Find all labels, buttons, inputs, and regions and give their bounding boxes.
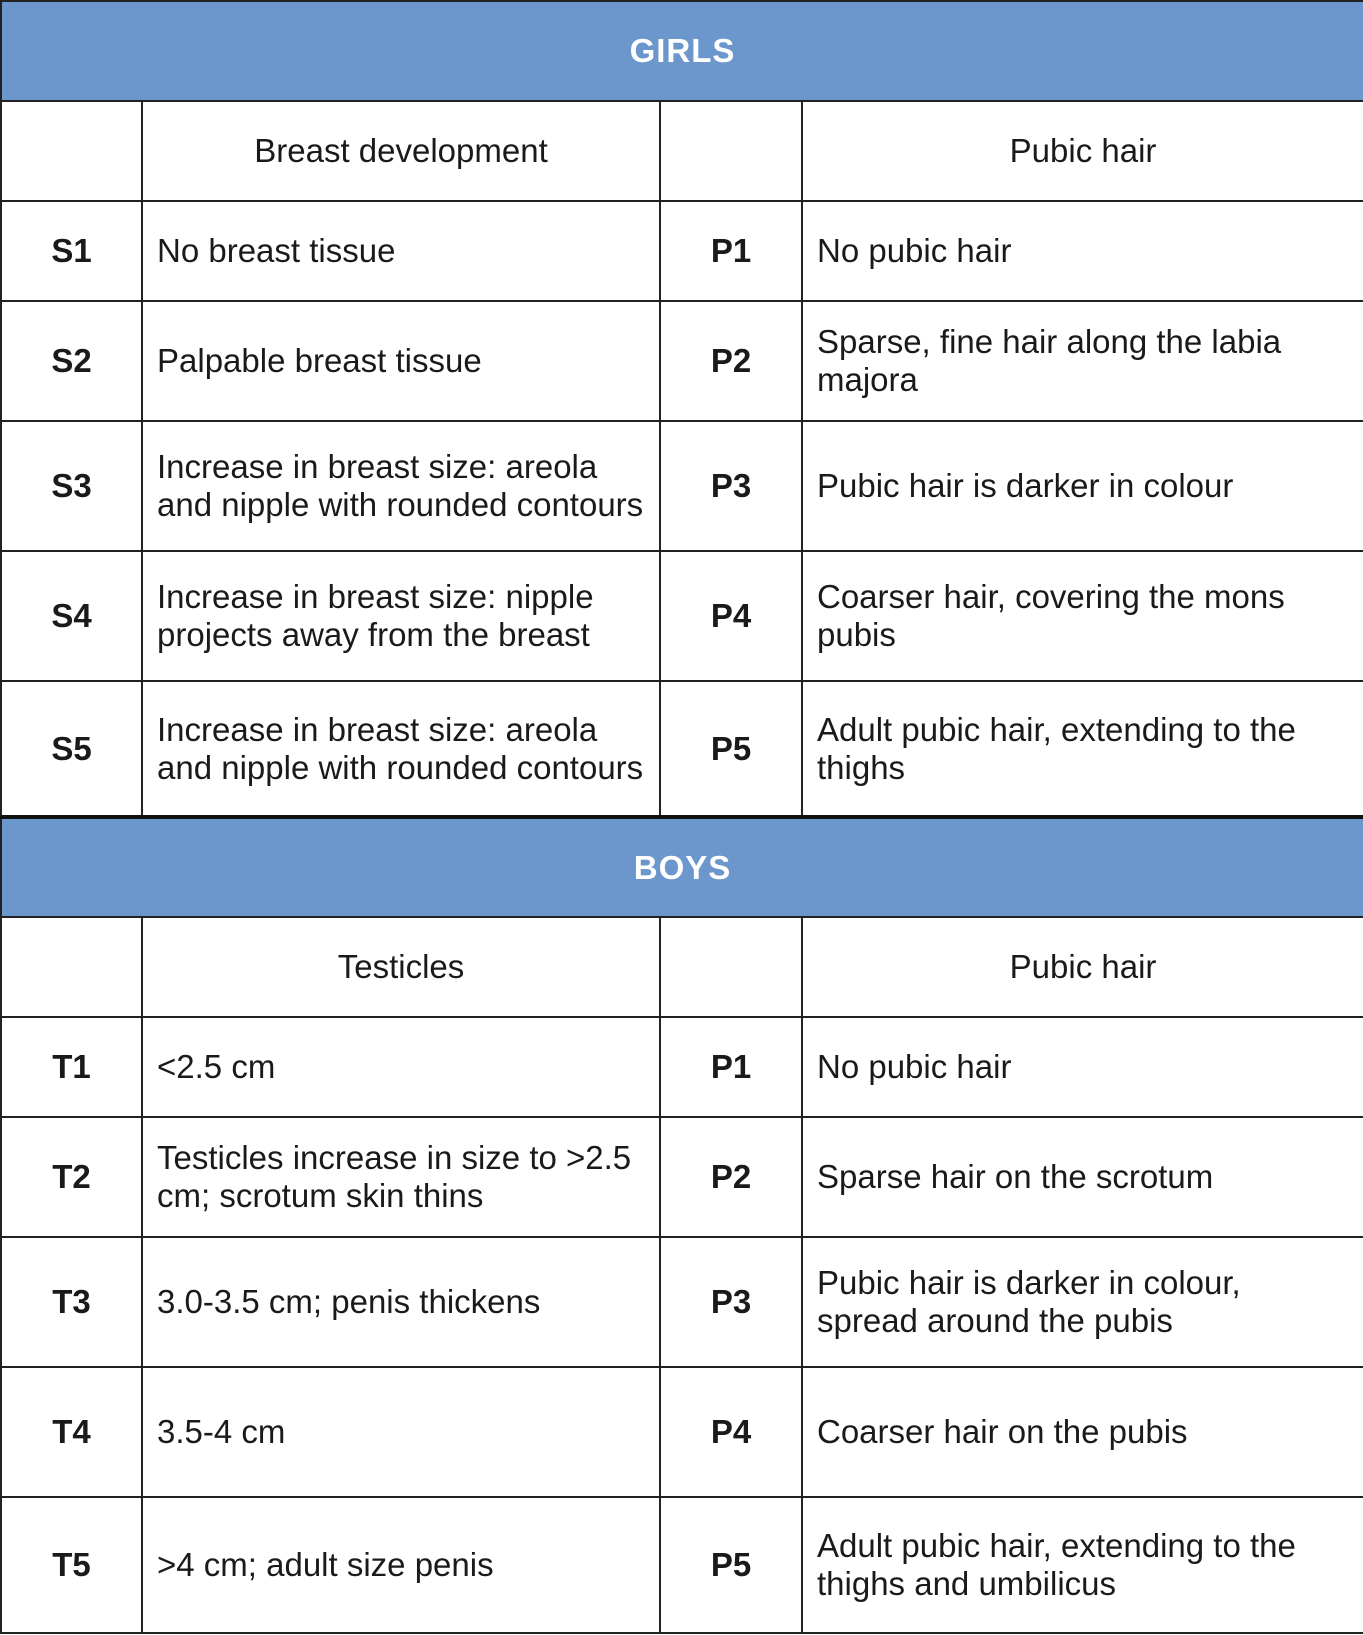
- table-row: [1, 421, 1363, 551]
- stage-label: S5: [1, 681, 142, 817]
- stage-description: Increase in breast size: nipple projects away from the breast: [142, 551, 660, 681]
- stage-label: S4: [1, 551, 142, 681]
- pubic-stage-label: P4: [660, 1367, 802, 1497]
- table-row: [1, 1117, 1363, 1237]
- pubic-stage-label: P1: [660, 201, 802, 301]
- table-row: [1, 1497, 1363, 1633]
- pubic-stage-label: P4: [660, 551, 802, 681]
- boys-pubic-header: Pubic hair: [802, 917, 1363, 1017]
- pubic-stage-description: No pubic hair: [802, 201, 1363, 301]
- pubic-stage-description: Sparse, fine hair along the labia majora: [802, 301, 1363, 421]
- table-row: [1, 301, 1363, 421]
- pubic-stage-label: P3: [660, 1237, 802, 1367]
- girls-banner: GIRLS: [1, 1, 1363, 101]
- stage-description: Testicles increase in size to >2.5 cm; scrotum skin thins: [142, 1117, 660, 1237]
- stage-description: Increase in breast size: areola and nipple with rounded contours: [142, 421, 660, 551]
- girls-header-blank: [1, 101, 142, 201]
- pubic-stage-label: P2: [660, 301, 802, 421]
- girls-breast-header: Breast development: [142, 101, 660, 201]
- pubic-stage-description: Adult pubic hair, extending to the thighs and umbilicus: [802, 1497, 1363, 1633]
- pubic-stage-label: P2: [660, 1117, 802, 1237]
- table-row: [1, 551, 1363, 681]
- stage-label: S1: [1, 201, 142, 301]
- pubic-stage-description: Pubic hair is darker in colour: [802, 421, 1363, 551]
- boys-header-blank-2: [660, 917, 802, 1017]
- stage-label: S3: [1, 421, 142, 551]
- stage-label: T4: [1, 1367, 142, 1497]
- pubic-stage-description: No pubic hair: [802, 1017, 1363, 1117]
- pubic-stage-description: Pubic hair is darker in colour, spread around the pubis: [802, 1237, 1363, 1367]
- stage-label: T2: [1, 1117, 142, 1237]
- stage-label: T1: [1, 1017, 142, 1117]
- stage-description: Palpable breast tissue: [142, 301, 660, 421]
- table-row: [1, 681, 1363, 817]
- stage-description: 3.0-3.5 cm; penis thickens: [142, 1237, 660, 1367]
- stage-description: <2.5 cm: [142, 1017, 660, 1117]
- boys-banner: BOYS: [1, 817, 1363, 917]
- table-row: [1, 1017, 1363, 1117]
- table-row: [1, 1237, 1363, 1367]
- pubic-stage-label: P1: [660, 1017, 802, 1117]
- stage-description: Increase in breast size: areola and nipple with rounded contours: [142, 681, 660, 817]
- pubic-stage-label: P5: [660, 681, 802, 817]
- boys-testicles-header: Testicles: [142, 917, 660, 1017]
- stage-description: >4 cm; adult size penis: [142, 1497, 660, 1633]
- table-row: [1, 1367, 1363, 1497]
- stage-label: S2: [1, 301, 142, 421]
- stage-label: T3: [1, 1237, 142, 1367]
- pubic-stage-description: Adult pubic hair, extending to the thighs: [802, 681, 1363, 817]
- pubic-stage-description: Coarser hair on the pubis: [802, 1367, 1363, 1497]
- stage-description: No breast tissue: [142, 201, 660, 301]
- girls-pubic-header: Pubic hair: [802, 101, 1363, 201]
- pubic-stage-description: Coarser hair, covering the mons pubis: [802, 551, 1363, 681]
- girls-header-blank-2: [660, 101, 802, 201]
- stage-description: 3.5-4 cm: [142, 1367, 660, 1497]
- pubic-stage-label: P3: [660, 421, 802, 551]
- boys-header-blank: [1, 917, 142, 1017]
- stage-label: T5: [1, 1497, 142, 1633]
- pubic-stage-description: Sparse hair on the scrotum: [802, 1117, 1363, 1237]
- pubic-stage-label: P5: [660, 1497, 802, 1633]
- table-row: [1, 201, 1363, 301]
